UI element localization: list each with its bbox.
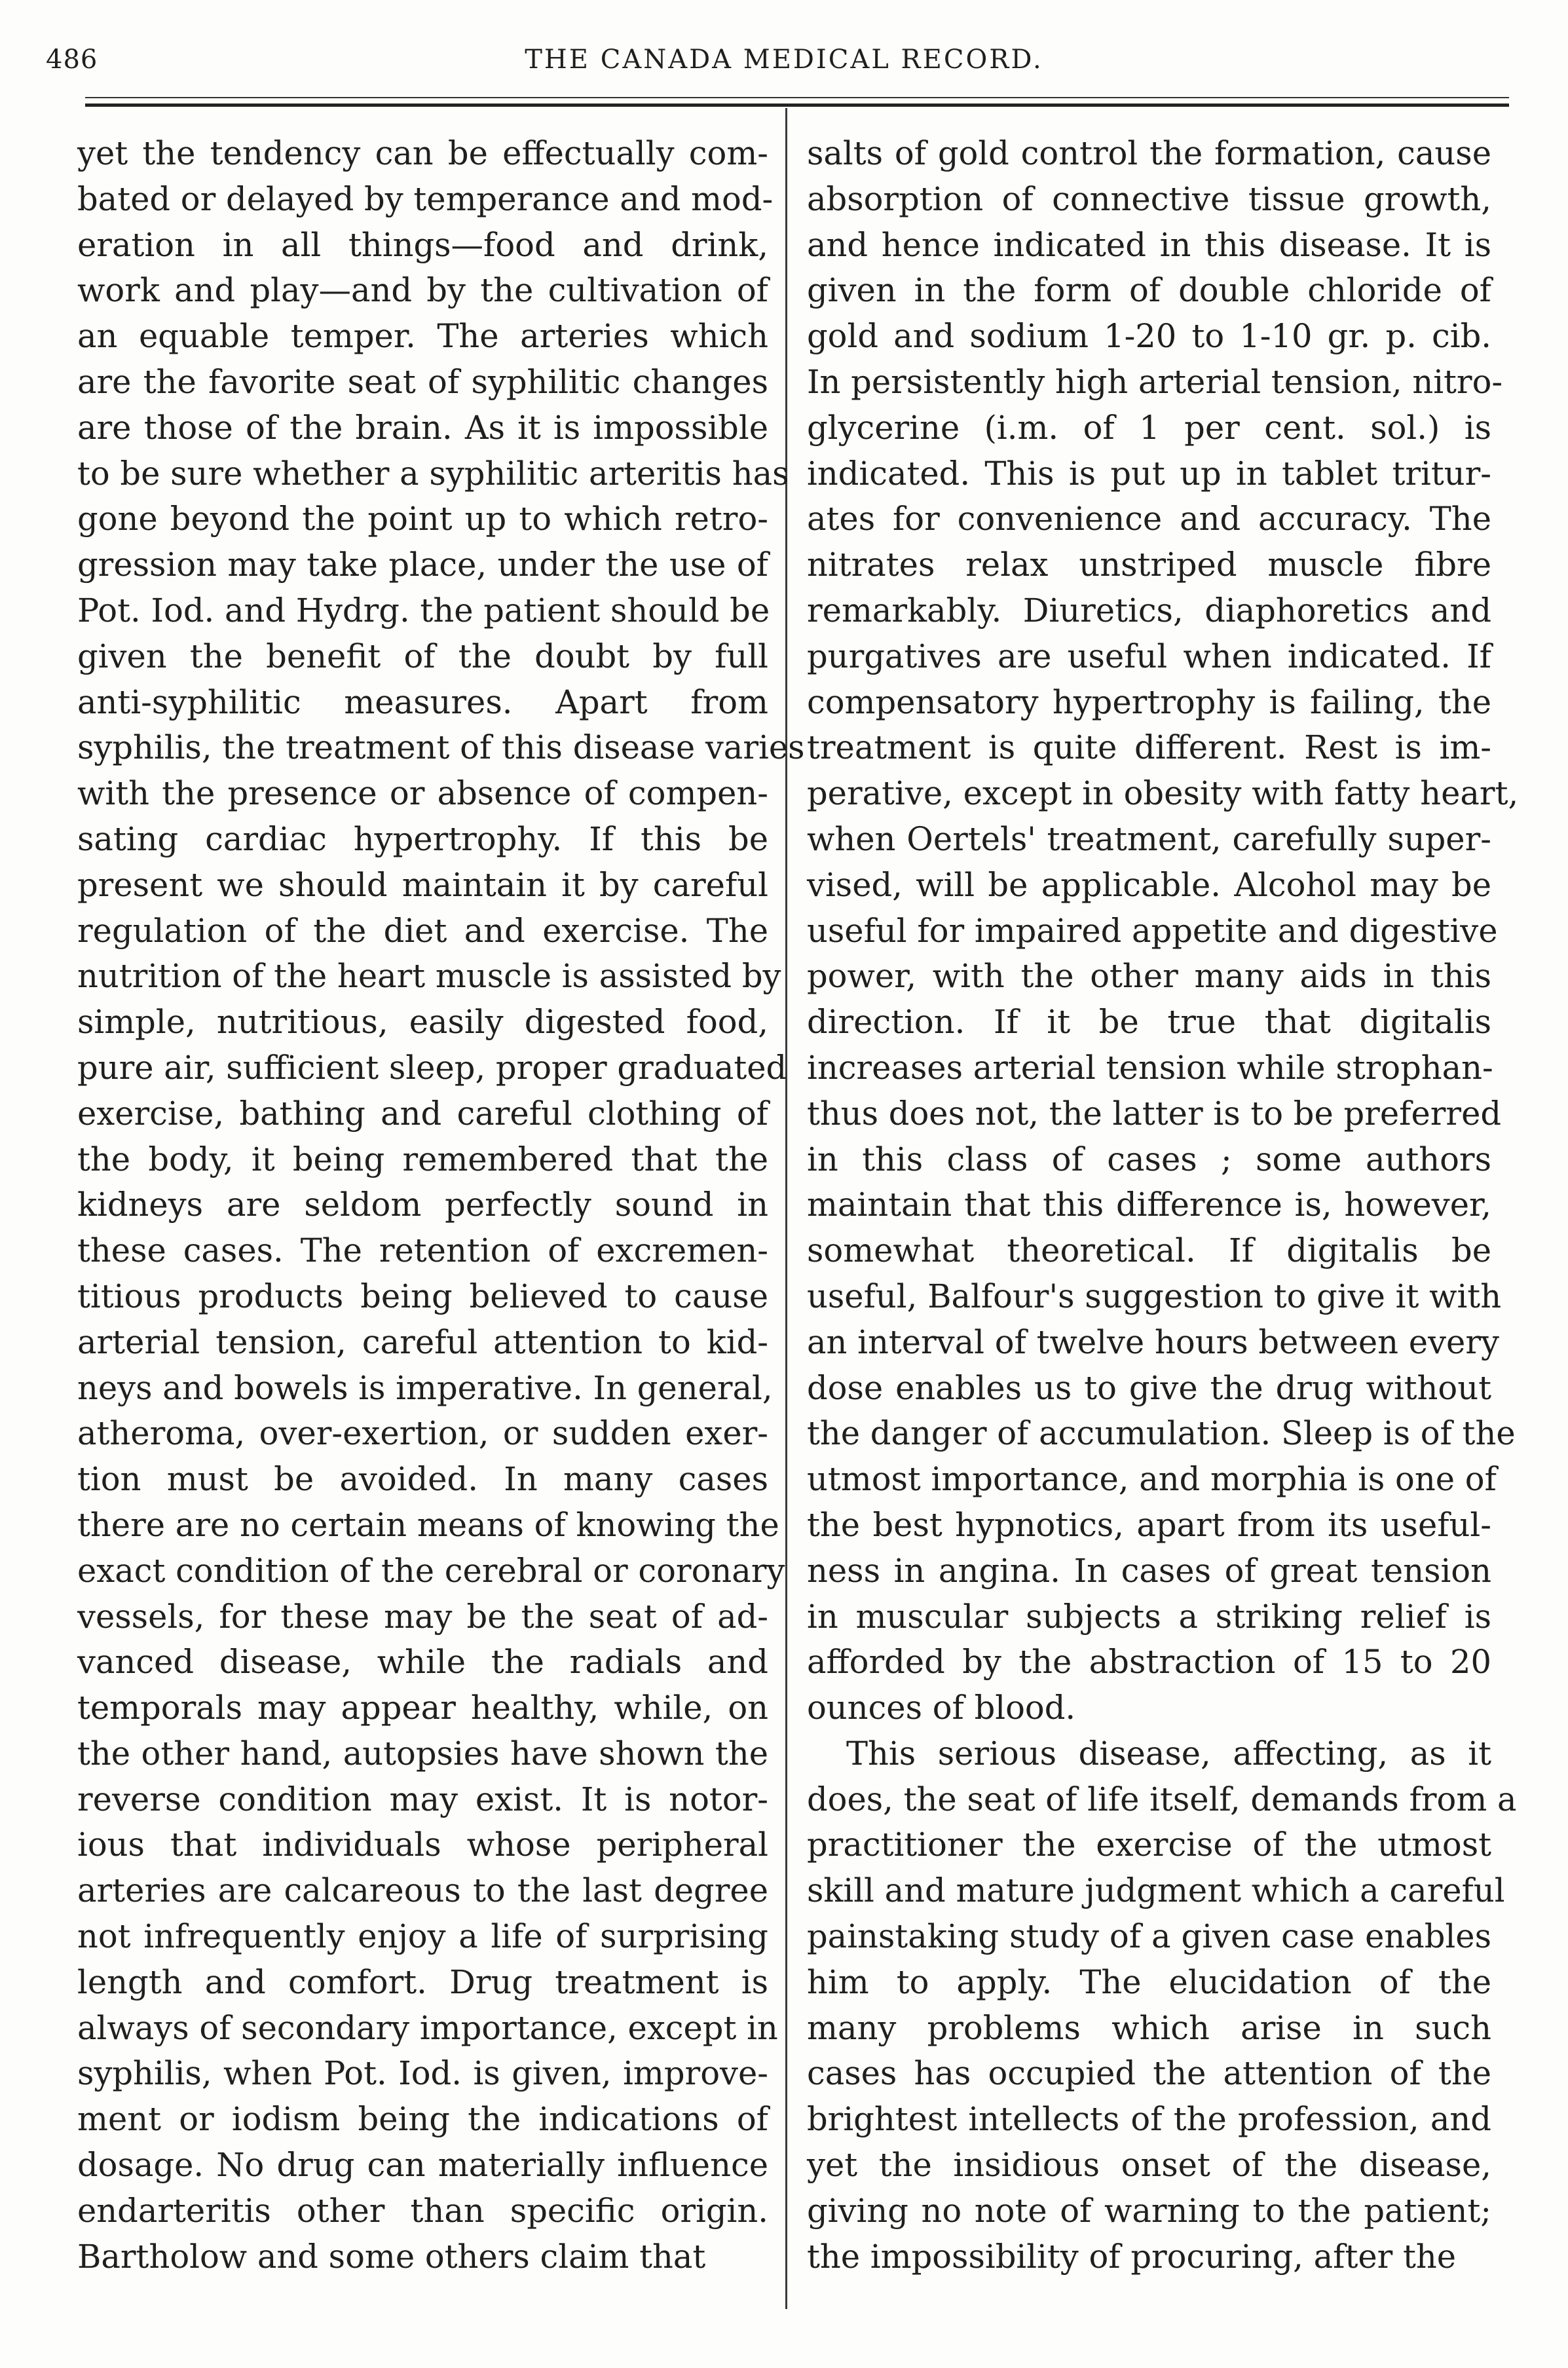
text-line: sating cardiac hypertrophy. If this be [77, 819, 768, 858]
text-line: ness in angina. In cases of great tension [807, 1551, 1491, 1590]
text-line: indicated. This is put up in tablet tritur- [807, 454, 1491, 493]
text-line: ounces of blood. [807, 1689, 1076, 1727]
text-line: are those of the brain. As it is impossible [77, 408, 768, 447]
text-line: exercise, bathing and careful clothing of [77, 1094, 768, 1133]
text-line: yet the tendency can be effectually com- [77, 134, 768, 172]
header-rule-thin [85, 97, 1509, 98]
text-line: syphilis, the treatment of this disease varies [77, 728, 805, 767]
text-line: somewhat theoretical. If digitalis be [807, 1231, 1491, 1270]
text-line: direction. If it be true that digitalis [807, 1003, 1491, 1042]
text-line: given the benefit of the doubt by full [77, 637, 768, 675]
text-line: the danger of accumulation. Sleep is of the [807, 1414, 1516, 1453]
text-line: exact condition of the cerebral or coronary [77, 1551, 785, 1590]
text-line: vessels, for these may be the seat of ad- [77, 1597, 768, 1636]
text-line: dosage. No drug can materially influence [77, 2146, 768, 2185]
text-line: painstaking study of a given case enables [807, 1917, 1491, 1956]
text-line: anti-syphilitic measures. Apart from [77, 683, 768, 721]
text-line: there are no certain means of knowing the [77, 1505, 779, 1544]
text-line: useful for impaired appetite and digestive [807, 911, 1498, 950]
text-line: power, with the other many aids in this [807, 957, 1491, 996]
text-line: glycerine (i.m. of 1 per cent. sol.) is [807, 408, 1491, 447]
text-line: the impossibility of procuring, after the [807, 2237, 1457, 2276]
header-rule-thick [85, 103, 1509, 107]
text-line: purgatives are useful when indicated. If [807, 637, 1491, 675]
right-column [807, 131, 1519, 2280]
text-line: cases has occupied the attention of the [807, 2054, 1491, 2093]
text-line: always of secondary importance, except in [77, 2008, 778, 2047]
text-line: endarteritis other than specific origin. [77, 2191, 768, 2230]
text-line: gone beyond the point up to which retro- [77, 500, 768, 538]
text-line: skill and mature judgment which a careful [807, 1871, 1505, 1910]
text-line: with the presence or absence of compen- [77, 774, 768, 813]
text-line: vanced disease, while the radials and [77, 1643, 768, 1682]
left-column [77, 131, 805, 2280]
text-line: atheroma, over-exertion, or sudden exer- [77, 1414, 768, 1453]
text-line: simple, nutritious, easily digested food, [77, 1003, 768, 1042]
text-line: practitioner the exercise of the utmost [807, 1826, 1491, 1864]
text-line: an equable temper. The arteries which [77, 317, 768, 356]
text-line: giving no note of warning to the patient; [807, 2191, 1491, 2230]
text-line: him to apply. The elucidation of the [807, 1963, 1491, 2001]
text-line: temporals may appear healthy, while, on [77, 1689, 768, 1727]
text-line: perative, except in obesity with fatty heart, [807, 774, 1519, 813]
text-line: kidneys are seldom perfectly sound in [77, 1186, 768, 1224]
text-line: given in the form of double chloride of [807, 271, 1491, 310]
text-line: arterial tension, careful attention to kid- [77, 1323, 768, 1361]
text-line: ates for convenience and accuracy. The [807, 500, 1491, 538]
text-line: ment or iodism being the indications of [77, 2100, 768, 2139]
text-line: eration in all things—food and drink, [77, 225, 768, 264]
text-line: remarkably. Diuretics, diaphoretics and [807, 591, 1491, 630]
journal-title: THE CANADA MEDICAL RECORD. [525, 45, 1043, 75]
text-line: utmost importance, and morphia is one of [807, 1460, 1497, 1499]
text-line: useful, Balfour's suggestion to give it with [807, 1277, 1502, 1315]
text-line: nitrates relax unstriped muscle fibre [807, 546, 1491, 584]
text-line: yet the insidious onset of the disease, [807, 2146, 1491, 2185]
text-line: many problems which arise in such [807, 2008, 1491, 2047]
text-line: tion must be avoided. In many cases [77, 1460, 768, 1499]
text-line: Pot. Iod. and Hydrg. the patient should be [77, 591, 770, 630]
text-line: are the favorite seat of syphilitic changes [77, 362, 768, 401]
text-line: brightest intellects of the profession, and [807, 2100, 1491, 2139]
text-line: In persistently high arterial tension, nitro- [807, 362, 1503, 401]
text-line: an interval of twelve hours between every [807, 1323, 1499, 1361]
text-line: reverse condition may exist. It is notor- [77, 1780, 768, 1818]
text-line: regulation of the diet and exercise. The [77, 911, 768, 950]
text-line: titious products being believed to cause [77, 1277, 768, 1315]
text-line: thus does not, the latter is to be preferred [807, 1094, 1502, 1133]
text-line: present we should maintain it by careful [77, 865, 768, 904]
text-line: these cases. The retention of excremen- [77, 1231, 768, 1270]
text-line: the best hypnotics, apart from its useful- [807, 1505, 1491, 1544]
text-line: neys and bowels is imperative. In general, [77, 1368, 773, 1407]
text-line: increases arterial tension while strophan- [807, 1048, 1493, 1087]
text-line: gold and sodium 1-20 to 1-10 gr. p. cib. [807, 317, 1491, 356]
text-line: in muscular subjects a striking relief is [807, 1597, 1491, 1636]
text-line: nutrition of the heart muscle is assisted by [77, 957, 781, 996]
text-line: arteries are calcareous to the last degree [77, 1871, 768, 1910]
text-line: and hence indicated in this disease. It is [807, 225, 1491, 264]
text-line: treatment is quite different. Rest is im- [807, 728, 1491, 767]
text-line: absorption of connective tissue growth, [807, 179, 1491, 218]
running-head [46, 45, 1522, 84]
text-line: work and play—and by the cultivation of [77, 271, 768, 310]
text-line: when Oertels' treatment, carefully super- [807, 819, 1491, 858]
text-line: afforded by the abstraction of 15 to 20 [807, 1643, 1491, 1682]
column-divider [785, 108, 787, 2309]
text-line: ious that individuals whose peripheral [77, 1826, 768, 1864]
text-line: syphilis, when Pot. Iod. is given, improve- [77, 2054, 768, 2093]
text-line: This serious disease, affecting, as it [846, 1734, 1491, 1773]
text-line: gression may take place, under the use of [77, 546, 768, 584]
text-line: does, the seat of life itself, demands from a [807, 1780, 1517, 1818]
text-line: maintain that this difference is, however, [807, 1186, 1491, 1224]
text-line: not infrequently enjoy a life of surprising [77, 1917, 768, 1956]
text-line: compensatory hypertrophy is failing, the [807, 683, 1491, 721]
text-line: bated or delayed by temperance and mod- [77, 179, 774, 218]
text-line: salts of gold control the formation, cause [807, 134, 1491, 172]
text-line: Bartholow and some others claim that [77, 2237, 706, 2276]
text-line: to be sure whether a syphilitic arteritis has [77, 454, 789, 493]
text-line: in this class of cases ; some authors [807, 1140, 1491, 1178]
text-line: vised, will be applicable. Alcohol may be [807, 865, 1491, 904]
page-number: 486 [46, 45, 98, 75]
text-line: length and comfort. Drug treatment is [77, 1963, 768, 2001]
text-line: pure air, sufficient sleep, proper graduated [77, 1048, 787, 1087]
text-line: the other hand, autopsies have shown the [77, 1734, 768, 1773]
text-line: dose enables us to give the drug without [807, 1368, 1491, 1407]
text-line: the body, it being remembered that the [77, 1140, 768, 1178]
